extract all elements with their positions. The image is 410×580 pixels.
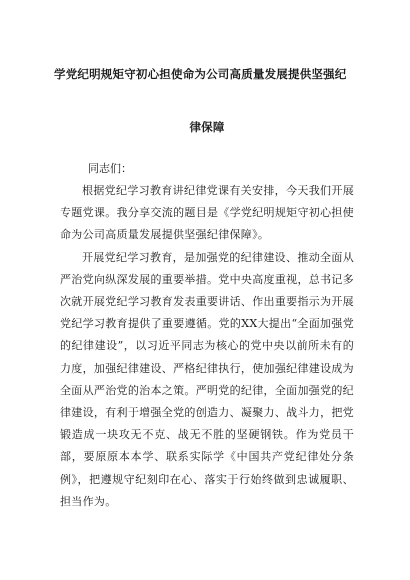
salutation: 同志们： (88, 162, 132, 175)
body-paragraph-2: 开展党纪学习教育，是加强党的纪律建设、推动全面从严治党向纵深发展的重要举措。党中央高度重视，总书记多次就开展党纪学习教育发表重要讲话、作出重要指示为开展党纪学习教育提供了重要遵循。党的XX大提出“全面加强党的纪律建设”，以习近平同志为核心的党中央以前所未有的力度，加强纪律建设、严格纪律执行，使加强纪律建设成为全面从严治党的治本之策。严明党的纪律，全面加强党的纪律建设，有利于增强全党的创造力、凝聚力、战斗力，把党锻造成一块攻无不克、战无不胜的坚硬钢铁。作为党员干部，要原原本本学、联系实际学《中国共产党纪律处分条例》，把遵规守纪刻印在心、落实于行始终做到忠诚履职、担当作为。 (60, 250, 354, 508)
document-title (54, 66, 354, 136)
document-title-line-2: 律保障 (189, 120, 225, 134)
document-title-line-1: 学党纪明规矩守初心担使命为公司高质量发展提供坚强纪 (54, 67, 347, 81)
body-paragraph-1: 根据党纪学习教育讲纪律党课有关安排，今天我们开展专题党课。我分享交流的题目是《学党纪明规矩守初心担使命为公司高质量发展提供坚强纪律保障》。 (60, 184, 354, 242)
